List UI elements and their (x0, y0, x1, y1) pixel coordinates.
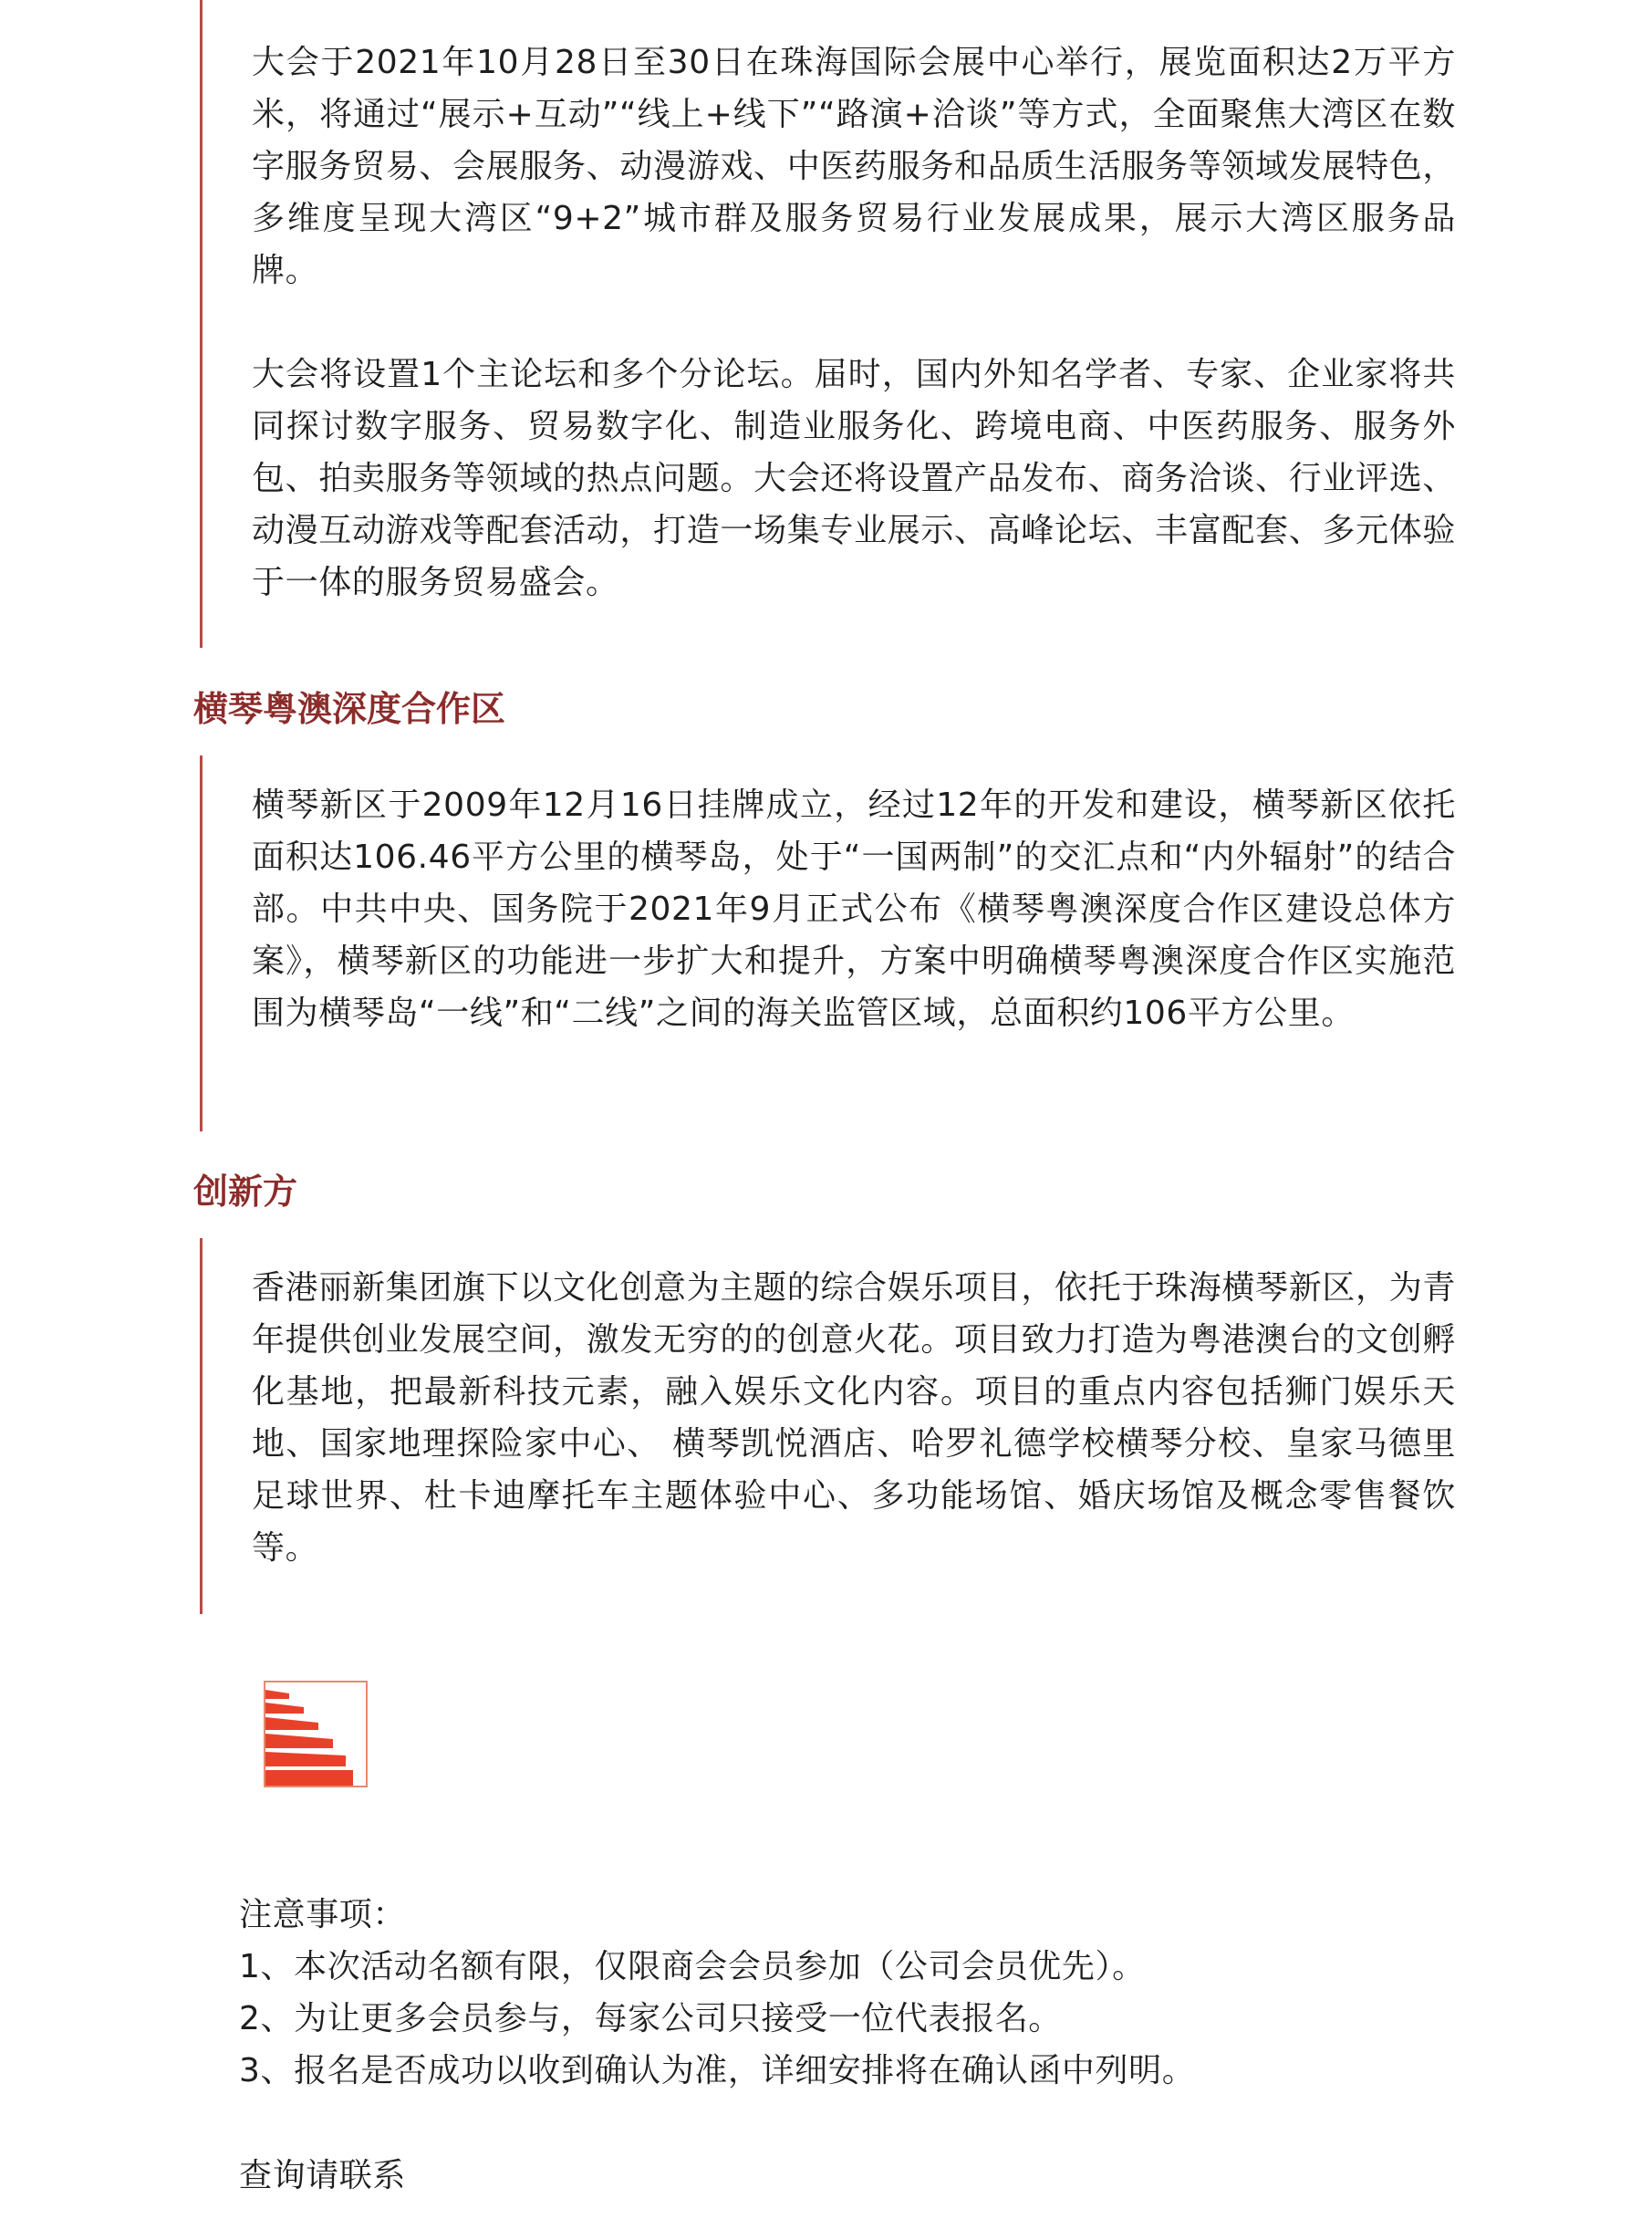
notes-item-1: 1、本次活动名额有限，仅限商会会员参加（公司会员优先）。 (239, 1948, 1146, 1985)
event-paragraph-2: 大会将设置1个主论坛和多个分论坛。届时，国内外知名学者、专家、企业家将共同探讨数字服务、贸易数字化、制造业服务化、跨境电商、中医药服务、服务外包、拍卖服务等领域的热点问题。大会还将设置产品发布、商务洽谈、行业评选、动漫互动游戏等配套活动，打造一场集专业展示、高峰论坛、丰富配套、多元体验于一体的服务贸易盛会。 (252, 356, 1456, 601)
section-innovator-block (200, 1238, 1456, 1614)
notes-title: 注意事项： (239, 1896, 407, 1933)
section-heading-innovator: 创新方 (193, 1172, 298, 1212)
section-heading-hengqin: 横琴粤澳深度合作区 (193, 689, 506, 729)
hengqin-paragraph: 横琴新区于2009年12月16日挂牌成立，经过12年的开发和建设，横琴新区依托面积达106.46平方公里的横琴岛，处于“一国两制”的交汇点和“内外辐射”的结合部。中共中央、国务院于2021年9月正式公布《横琴粤澳深度合作区建设总体方案》，横琴新区的功能进一步扩大和提升，方案中明确横琴粤澳深度合作区实施范围为横琴岛“一线”和“二线”之间的海关监管区域，总面积约106平方公里。 (252, 787, 1456, 1032)
event-paragraph-1: 大会于2021年10月28日至30日在珠海国际会展中心举行，展览面积达2万平方米，将通过“展示+互动”“线上+线下”“路演+洽谈”等方式，全面聚焦大湾区在数字服务贸易、会展服务、动漫游戏、中医药服务和品质生活服务等领域发展特色，多维度呈现大湾区“9+2”城市群及服务贸易行业发展成果，展示大湾区服务品牌。 (252, 44, 1456, 289)
section-event-block (200, 0, 1456, 648)
contact-label: 查询请联系 (239, 2157, 407, 2194)
notes-section (239, 1889, 1195, 2097)
section-hengqin-block (200, 755, 1456, 1131)
fan-stripes-logo-icon (264, 1681, 368, 1787)
logo-graphic (265, 1682, 366, 1786)
innovator-paragraph: 香港丽新集团旗下以文化创意为主题的综合娱乐项目，依托于珠海横琴新区，为青年提供创业发展空间，激发无穷的的创意火花。项目致力打造为粤港澳台的文创孵化基地，把最新科技元素，融入娱乐文化内容。项目的重点内容包括狮门娱乐天地、国家地理探险家中心、 横琴凯悦酒店、哈罗礼德学校横琴分校、皇家马德里足球世界、杜卡迪摩托车主题体验中心、多功能场馆、婚庆场馆及概念零售餐饮等。 (252, 1269, 1456, 1567)
notes-item-3: 3、报名是否成功以收到确认为准，详细安排将在确认函中列明。 (239, 2052, 1196, 2089)
notes-item-2: 2、为让更多会员参与，每家公司只接受一位代表报名。 (239, 2000, 1062, 2037)
